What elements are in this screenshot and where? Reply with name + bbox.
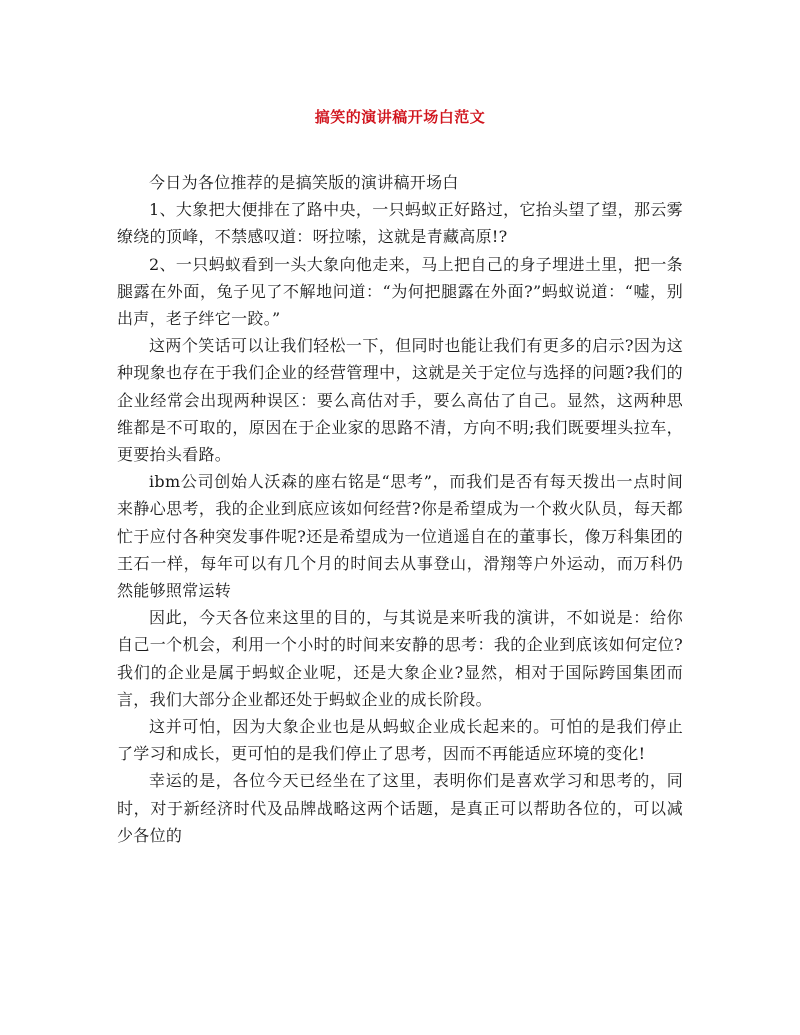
document-title: 搞笑的演讲稿开场白范文	[314, 108, 486, 126]
paragraph-intro: 今日为各位推荐的是搞笑版的演讲稿开场白	[149, 173, 459, 192]
document-body	[117, 169, 683, 849]
paragraph-ibm: ibm公司创始人沃森的座右铭是“思考”，而我们是否有每天拨出一点时间来静心思考，我的企业到底应该如何经营?你是希望成为一个救火队员，每天都忙于应付各种突发事件呢?还是希望成为一位逍遥自在的董事长，像万科集团的王石一样，每年可以有几个月的时间去从事登山，滑翔等户外运动，而万科仍然能够照常运转	[117, 472, 683, 601]
paragraph-joke-2: 2、一只蚂蚁看到一头大象向他走来，马上把自己的身子埋进土里，把一条腿露在外面，兔子见了不解地问道：“为何把腿露在外面?”蚂蚁说道：“嘘，别出声，老子绊它一跤。”	[117, 254, 683, 329]
paragraph-fortune: 幸运的是，各位今天已经坐在了这里，表明你们是喜欢学习和思考的，同时，对于新经济时代及品牌战略这两个话题，是真正可以帮助各位的，可以减少各位的	[117, 771, 683, 845]
paragraph-growth: 这并可怕，因为大象企业也是从蚂蚁企业成长起来的。可怕的是我们停止了学习和成长，更可怕的是我们停止了思考，因而不再能适应环境的变化!	[117, 717, 683, 764]
paragraph-purpose: 因此，今天各位来这里的目的，与其说是来听我的演讲，不如说是：给你自己一个机会，利用一个小时的时间来安静的思考：我的企业到底该如何定位?我们的企业是属于蚂蚁企业呢，还是大象企业?显然，相对于国际跨国集团而言，我们大部分企业都还处于蚂蚁企业的成长阶段。	[117, 608, 683, 709]
paragraph-insight: 这两个笑话可以让我们轻松一下，但同时也能让我们有更多的启示?因为这种现象也存在于我们企业的经营管理中，这就是关于定位与选择的问题?我们的企业经常会出现两种误区：要么高估对手，要么高估了自己。显然，这两种思维都是不可取的，原因在于企业家的思路不清，方向不明;我们既要埋头拉车，更要抬头看路。	[117, 336, 683, 465]
paragraph-joke-1: 1、大象把大便排在了路中央，一只蚂蚁正好路过，它抬头望了望，那云雾缭绕的顶峰，不禁感叹道：呀拉嗦，这就是青藏高原!?	[117, 200, 683, 247]
